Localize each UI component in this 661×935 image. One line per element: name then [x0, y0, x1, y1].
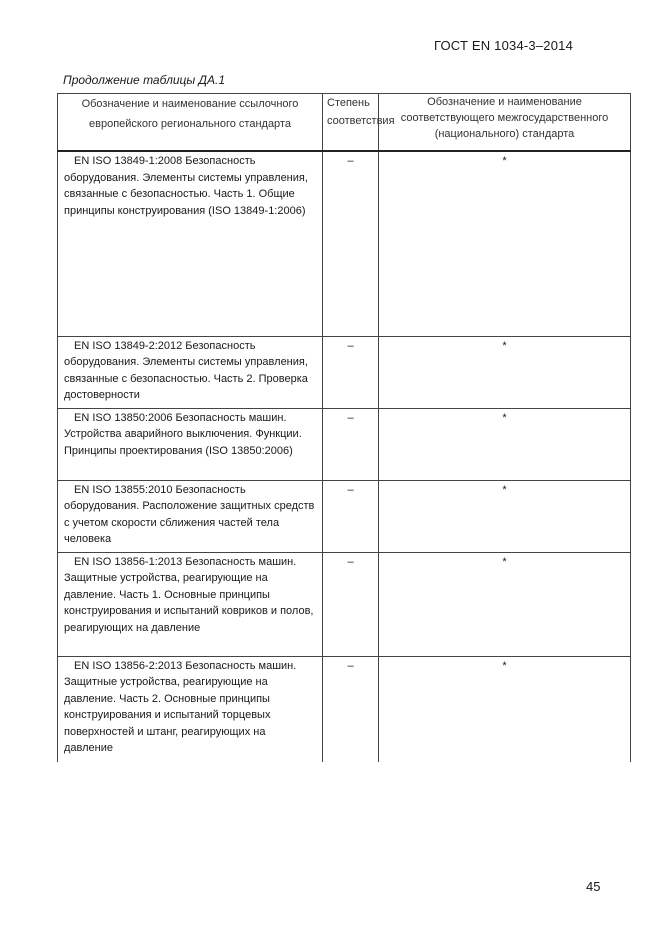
reference-standards-table	[57, 93, 631, 762]
degree-cell: –	[323, 151, 379, 336]
table-row	[58, 151, 631, 336]
standard-cell: EN ISO 13856-2:2013 Безопасность машин. Защитные устройства, реагирующие на давление. Часть 2. Основные принципы конструирования и испытаний торцевых поверхностей и штанг, реагирующих на давление	[58, 656, 323, 762]
table-row	[58, 408, 631, 480]
standard-cell: EN ISO 13850:2006 Безопасность машин. Устройства аварийного выключения. Функции. Принципы проектирования (ISO 13850:2006)	[58, 408, 323, 480]
degree-cell: –	[323, 336, 379, 408]
header-degree-of-conformity: Степень соответствия	[323, 94, 379, 152]
table-caption: Продолжение таблицы ДА.1	[63, 73, 226, 87]
national-standard-cell: *	[379, 336, 631, 408]
national-standard-cell: *	[379, 656, 631, 762]
national-standard-cell: *	[379, 480, 631, 552]
national-standard-cell: *	[379, 552, 631, 656]
table-header-row	[58, 94, 631, 152]
standard-cell: EN ISO 13849-1:2008 Безопасность оборудования. Элементы системы управления, связанные с безопасностью. Часть 1. Общие принципы конструирования (ISO 13849-1:2006)	[58, 151, 323, 336]
standard-cell: EN ISO 13855:2010 Безопасность оборудования. Расположение защитных средств с учетом скорости сближения частей тела человека	[58, 480, 323, 552]
national-standard-cell: *	[379, 151, 631, 336]
degree-cell: –	[323, 408, 379, 480]
table-row	[58, 552, 631, 656]
page-number: 45	[586, 879, 601, 894]
degree-cell: –	[323, 480, 379, 552]
standard-cell: EN ISO 13849-2:2012 Безопасность оборудования. Элементы системы управления, связанные с безопасностью. Часть 2. Проверка достоверности	[58, 336, 323, 408]
header-european-standard: Обозначение и наименование ссылочного европейского регионального стандарта	[58, 94, 323, 152]
table-row	[58, 336, 631, 408]
standard-cell: EN ISO 13856-1:2013 Безопасность машин. Защитные устройства, реагирующие на давление. Часть 1. Основные принципы конструирования и испытаний ковриков и полов, реагирующих на давление	[58, 552, 323, 656]
degree-cell: –	[323, 552, 379, 656]
header-national-standard: Обозначение и наименование соответствующего межгосударственного (национального) стандарта	[379, 94, 631, 152]
table-row	[58, 480, 631, 552]
degree-cell: –	[323, 656, 379, 762]
national-standard-cell: *	[379, 408, 631, 480]
document-code: ГОСТ EN 1034-3–2014	[433, 38, 573, 53]
table-row	[58, 656, 631, 762]
